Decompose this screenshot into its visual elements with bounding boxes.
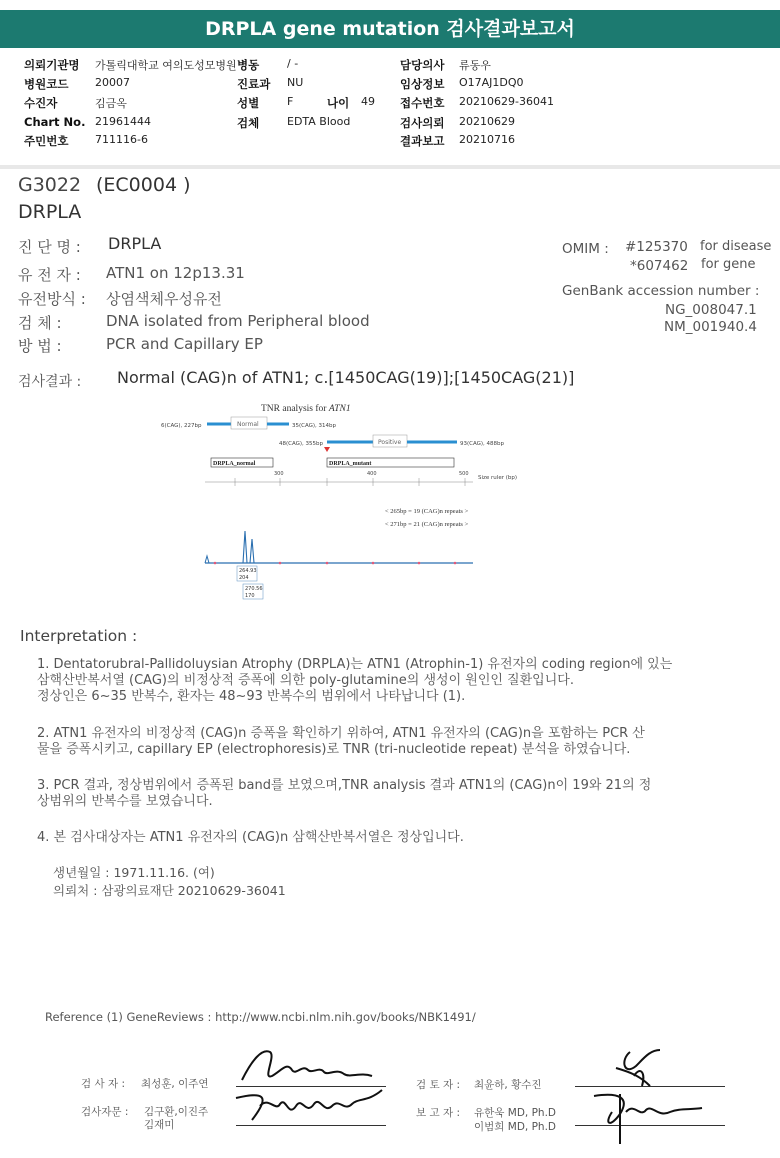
reporter-name-2: 이범희 MD, Ph.D — [474, 1121, 556, 1133]
detail-value-specimen: DNA isolated from Peripheral blood — [106, 312, 370, 330]
interpretation-p2-line-1: 2. ATN1 유전자의 비정상적 (CAG)n 증폭을 확인하기 위하여, ATN1 유전자의 (CAG)n을 포함하는 PCR 산 — [37, 726, 645, 741]
header-value-clinical-info: O17AJ1DQ0 — [459, 76, 524, 89]
header-value-report-date: 20210716 — [459, 133, 515, 146]
ruler-tick-500: 500 — [459, 471, 469, 477]
header-label-ward: 병동 — [237, 58, 260, 72]
peak-2-height: 170 — [245, 593, 255, 599]
header-label-report-date: 결과보고 — [400, 134, 445, 148]
reporter-signature — [580, 1088, 710, 1148]
header-value-institution: 가톨릭대학교 여의도성모병원 — [95, 59, 237, 72]
header-value-age: 49 — [361, 95, 375, 108]
test-name: DRPLA — [18, 201, 82, 223]
reporter-name-1: 유한욱 MD, Ph.D — [474, 1107, 556, 1119]
interpretation-p2-line-2: 물을 증폭시키고, capillary EP (electrophoresis)로 TNR (tri-nucleotide repeat) 분석을 하였습니다. — [37, 742, 631, 757]
interpretation-paragraph-1 — [37, 657, 672, 705]
detail-label-gene: 유 전 자 : — [18, 266, 81, 284]
peak-1-size: 264.93 — [239, 568, 257, 574]
header-label-patient: 수진자 — [24, 96, 58, 110]
test-code-paren: (EC0004 ) — [96, 174, 191, 196]
header-value-resident-no: 711116-6 — [95, 133, 148, 146]
electropherogram-peak-2 — [250, 539, 254, 563]
detail-value-gene: ATN1 on 12p13.31 — [106, 264, 245, 282]
positive-tag: Positive — [378, 439, 402, 446]
normal-right-label: 35(CAG), 314bp — [292, 423, 337, 429]
interpretation-paragraph-3 — [37, 778, 651, 810]
repeat-note-2: < 271bp = 21 (CAG)n repeats > — [385, 521, 469, 528]
size-ruler-label: Size ruler (bp) — [478, 475, 517, 481]
examiner-label: 검 사 자 : — [81, 1078, 125, 1090]
interpretation-p1-line-1: 1. Dentatorubral-Pallidoluysian Atrophy (DRPLA)는 ATN1 (Atrophin-1) 유전자의 coding region에 있는 — [37, 657, 673, 672]
header-value-chart-no: 21961444 — [95, 115, 151, 128]
report-title: DRPLA gene mutation 검사결과보고서 — [0, 10, 780, 48]
result-label: 검사결과 : — [18, 374, 82, 390]
interpretation-p3-line-2: 상범위의 반복수를 보였습니다. — [37, 794, 213, 809]
header-label-request-date: 검사의뢰 — [400, 116, 445, 130]
referring-institution: 의뢰처 : 삼광의료재단 20210629-36041 — [53, 883, 286, 898]
staff-names-1: 김구환,이진주 — [144, 1106, 209, 1118]
omim-gene-note: for gene — [701, 257, 756, 272]
header-value-ward: / - — [287, 57, 299, 70]
peak-1-height: 204 — [239, 575, 249, 581]
result-value: Normal (CAG)n of ATN1; c.[1450CAG(19)];[1450CAG(21)] — [117, 368, 575, 387]
header-value-department: NU — [287, 76, 304, 89]
header-label-physician: 담당의사 — [400, 58, 445, 72]
reviewer-signature — [580, 1046, 690, 1094]
detail-value-diagnosis: DRPLA — [108, 234, 162, 253]
interpretation-paragraph-2 — [37, 726, 645, 758]
header-label-resident-no: 주민번호 — [24, 134, 69, 148]
drpla-mutant-label: DRPLA_mutant — [329, 461, 372, 467]
interpretation-title: Interpretation : — [20, 627, 138, 645]
reporter-label: 보 고 자 : — [416, 1107, 460, 1119]
detail-label-method: 방 법 : — [18, 337, 62, 355]
reviewer-label: 검 토 자 : — [416, 1079, 460, 1091]
header-label-accession-no: 접수번호 — [400, 96, 445, 110]
figure-title: TNR analysis for ATN1 — [261, 404, 351, 414]
interpretation-p1-line-3: 정상인은 6~35 반복수, 환자는 48~93 반복수의 범위에서 나타납니다 (1). — [37, 689, 466, 704]
header-label-institution: 의뢰기관명 — [24, 58, 80, 72]
genbank-accession-2: NM_001940.4 — [664, 319, 757, 335]
detail-label-specimen: 검 체 : — [18, 314, 62, 332]
ruler-tick-400: 400 — [367, 471, 377, 477]
staff-names-2: 김재미 — [144, 1119, 175, 1131]
normal-left-label: 6(CAG), 227bp — [161, 423, 202, 429]
header-divider — [0, 165, 780, 169]
header-value-specimen: EDTA Blood — [287, 115, 351, 128]
header-value-hospital-code: 20007 — [95, 76, 130, 89]
electropherogram-primer-peak — [205, 556, 209, 563]
reviewer-names: 최윤하, 황수진 — [474, 1079, 542, 1091]
header-label-specimen: 검체 — [237, 116, 260, 130]
ruler-tick-300: 300 — [274, 471, 284, 477]
header-value-physician: 류동우 — [459, 59, 491, 72]
header-value-request-date: 20210629 — [459, 115, 515, 128]
repeat-note-1: < 265bp = 19 (CAG)n repeats > — [385, 508, 469, 515]
staff-label: 검사자문 : — [81, 1106, 129, 1118]
peak-2-size: 270.56 — [245, 586, 263, 592]
tnr-analysis-figure — [155, 398, 535, 603]
detail-value-method: PCR and Capillary EP — [106, 335, 263, 353]
omim-gene-id: *607462 — [630, 258, 689, 274]
detail-label-diagnosis: 진 단 명 : — [18, 238, 81, 256]
omim-label: OMIM : — [562, 241, 609, 257]
header-value-patient: 김금옥 — [95, 97, 127, 110]
header-label-chart-no: Chart No. — [24, 115, 86, 129]
header-label-sex: 성별 — [237, 96, 260, 110]
omim-disease-note: for disease — [700, 239, 772, 254]
genbank-label: GenBank accession number : — [562, 283, 760, 299]
header-label-department: 진료과 — [237, 77, 271, 91]
header-value-accession-no: 20210629-36041 — [459, 95, 554, 108]
interpretation-p3-line-1: 3. PCR 결과, 정상범위에서 증폭된 band를 보였으며,TNR analysis 결과 ATN1의 (CAG)n이 19와 21의 정 — [37, 778, 652, 793]
reference: Reference (1) GeneReviews : http://www.ncbi.nlm.nih.gov/books/NBK1491/ — [45, 1010, 476, 1024]
threshold-marker-icon — [324, 447, 330, 452]
detail-value-inheritance: 상염색체우성유전 — [106, 290, 222, 308]
header-value-sex: F — [287, 95, 294, 108]
header-label-hospital-code: 병원코드 — [24, 77, 69, 91]
positive-right-label: 93(CAG), 488bp — [460, 441, 505, 447]
positive-left-label: 48(CAG), 355bp — [279, 441, 324, 447]
header-label-age: 나이 — [327, 96, 350, 110]
normal-tag: Normal — [237, 421, 259, 428]
drpla-normal-label: DRPLA_normal — [213, 461, 256, 467]
electropherogram-peak-1 — [243, 531, 247, 563]
omim-disease-id: #125370 — [625, 239, 688, 255]
header-label-clinical-info: 임상정보 — [400, 77, 445, 91]
detail-label-inheritance: 유전방식 : — [18, 290, 86, 308]
test-code: G3022 — [18, 174, 82, 196]
genbank-accession-1: NG_008047.1 — [665, 302, 757, 318]
interpretation-p1-line-2: 삼핵산반복서열 (CAG)의 비정상적 증폭에 의한 poly-glutamine의 생성이 원인인 질환입니다. — [37, 673, 574, 688]
staff-signature — [232, 1082, 392, 1132]
birth-date: 생년월일 : 1971.11.16. (여) — [53, 865, 215, 880]
interpretation-paragraph-4: 4. 본 검사대상자는 ATN1 유전자의 (CAG)n 삼핵산반복서열은 정상입니다. — [37, 830, 464, 845]
examiner-names: 최성훈, 이주연 — [141, 1078, 209, 1090]
